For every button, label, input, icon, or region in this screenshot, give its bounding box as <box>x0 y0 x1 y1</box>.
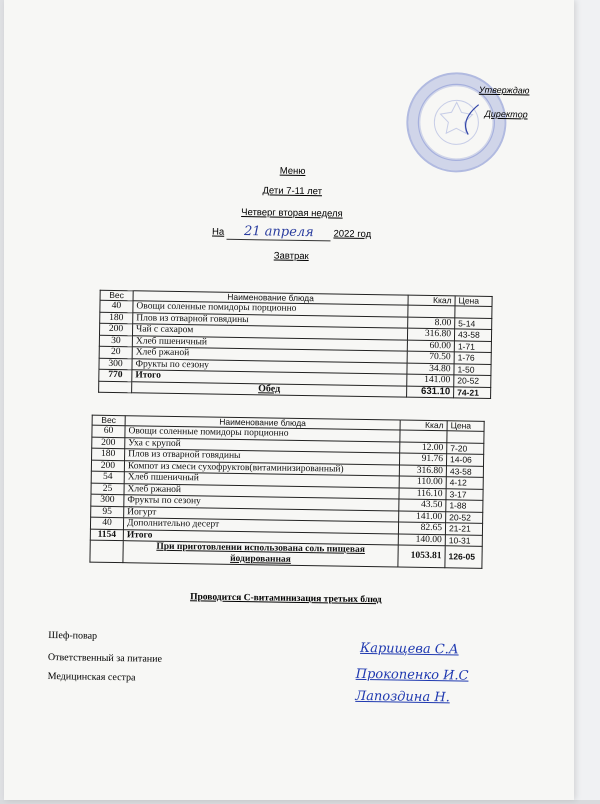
lunch-cell-weight: 300 <box>91 494 124 506</box>
lunch-cell-kcal: 140.00 <box>398 533 445 545</box>
breakfast-cell-weight: 30 <box>99 335 132 347</box>
col-weight: Вес <box>100 290 133 301</box>
lunch-cell-weight: 200 <box>92 437 125 449</box>
day-heading: Четверг вторая неделя <box>241 206 343 220</box>
chef-label: Шеф-повар <box>48 630 98 642</box>
breakfast-total-kcal: 631.10 <box>407 386 454 398</box>
date-handwritten-field <box>227 224 331 242</box>
date-line <box>7 220 577 245</box>
lunch-cell-price: 4-12 <box>446 477 483 489</box>
lunch-cell-price: 20-52 <box>446 511 483 523</box>
col-kcal: Ккал <box>400 420 447 431</box>
lunch-table <box>89 415 484 569</box>
breakfast-total-price: 74-21 <box>454 386 491 398</box>
lunch-cell-price: 14-06 <box>446 454 483 466</box>
lunch-cell-weight: 40 <box>90 517 123 529</box>
lunch-cell-name: Дополнительно десерт <box>123 518 398 534</box>
breakfast-cell-name: Итого <box>132 370 407 386</box>
breakfast-cell-kcal: 60.00 <box>407 340 454 352</box>
lunch-cell-name: Йогурт <box>124 506 399 522</box>
lunch-cell-weight: 54 <box>91 471 124 483</box>
breakfast-cell-weight: 20 <box>99 346 132 358</box>
lunch-cell-name: Фрукты по сезону <box>124 495 399 511</box>
breakfast-cell-name: Плов из отварной говядины <box>133 312 408 328</box>
menu-sheet <box>4 0 574 800</box>
breakfast-cell-name: Хлеб пшеничный <box>132 335 407 351</box>
director-label: Директор <box>484 108 528 120</box>
lunch-cell-kcal: 82.65 <box>398 522 445 534</box>
lunch-cell-name: Компот из смеси сухофруктов(витаминизированный) <box>124 460 399 476</box>
lunch-cell-weight: 25 <box>91 483 124 495</box>
breakfast-cell-name: Хлеб ржаной <box>132 347 407 363</box>
nutrition-label: Ответственный за питание <box>47 652 163 665</box>
breakfast-cell-price: 1-71 <box>454 340 491 352</box>
col-kcal: Ккал <box>408 295 455 306</box>
col-name: Наименование блюда <box>133 291 408 305</box>
lunch-cell-price <box>447 431 484 443</box>
chef-signature: Карищева С.А <box>359 640 459 658</box>
lunch-cell-kcal: 141.00 <box>399 511 446 523</box>
nurse-label: Медицинская сестра <box>47 671 136 684</box>
breakfast-cell-kcal: 8.00 <box>408 317 455 329</box>
lunch-cell-weight: 180 <box>92 448 125 460</box>
col-weight: Вес <box>92 415 125 426</box>
lunch-cell-price: 7-20 <box>447 442 484 454</box>
lunch-total-price: 126-05 <box>445 546 482 569</box>
date-handwritten: 21 апреля <box>243 224 314 241</box>
nutrition-signature: Прокопенко И.С <box>355 666 469 684</box>
salt-note: При приготовлении использована соль пищевая йодированная <box>156 541 365 565</box>
breakfast-cell-kcal <box>408 305 455 317</box>
breakfast-heading: Завтрак <box>273 250 309 263</box>
vitamin-note: Проводится С-витаминизация третьих блюд <box>190 592 382 606</box>
breakfast-cell-name: Фрукты по сезону <box>132 358 407 374</box>
col-price: Цена <box>447 421 484 432</box>
breakfast-cell-name: Чай с сахаром <box>132 324 407 340</box>
lunch-cell-kcal: 91.76 <box>399 453 446 465</box>
lunch-cell-name: Плов из отварной говядины <box>125 449 400 465</box>
lunch-cell-kcal: 316.80 <box>399 465 446 477</box>
breakfast-cell-price: 5-14 <box>455 317 492 329</box>
lunch-cell-price: 21-21 <box>445 523 482 535</box>
breakfast-cell-price: 1-50 <box>454 363 491 375</box>
breakfast-cell-weight: 300 <box>99 358 132 370</box>
lunch-cell-name: Итого <box>123 529 398 545</box>
lunch-cell-name: Хлеб пшеничный <box>124 472 399 488</box>
lunch-cell-kcal: 116.10 <box>399 488 446 500</box>
lunch-cell-name: Уха с крупой <box>125 437 400 453</box>
lunch-cell-kcal: 12.00 <box>400 442 447 454</box>
lunch-cell-kcal: 110.00 <box>399 476 446 488</box>
audience-heading: Дети 7-11 лет <box>262 185 323 198</box>
lunch-cell-price: 10-31 <box>445 534 482 546</box>
lunch-cell-weight: 200 <box>91 460 124 472</box>
date-year: 2022 год <box>333 228 372 241</box>
lunch-cell-weight: 1154 <box>90 529 123 541</box>
lunch-cell-price: 1-88 <box>446 500 483 512</box>
breakfast-cell-price <box>455 306 492 318</box>
breakfast-table <box>98 290 493 399</box>
lunch-cell-name: Овощи соленные помидоры порционно <box>125 426 400 442</box>
approve-label: Утверждаю <box>478 84 530 96</box>
lunch-cell-price: 3-17 <box>446 488 483 500</box>
lunch-cell-kcal <box>400 430 447 442</box>
lunch-cell-price: 43-58 <box>446 465 483 477</box>
nurse-signature: Лапоздина Н. <box>355 688 450 706</box>
date-prefix: На <box>211 226 225 238</box>
breakfast-cell-kcal: 141.00 <box>407 374 454 386</box>
breakfast-cell-weight: 40 <box>100 300 133 312</box>
col-name: Наименование блюда <box>125 416 400 430</box>
lunch-cell-weight: 60 <box>92 425 125 437</box>
lunch-cell-kcal: 43.50 <box>399 499 446 511</box>
breakfast-cell-price: 1-76 <box>454 352 491 364</box>
breakfast-cell-weight: 770 <box>99 369 132 381</box>
col-price: Цена <box>455 296 492 307</box>
breakfast-cell-kcal: 34.80 <box>407 363 454 375</box>
breakfast-cell-kcal: 316.80 <box>407 328 454 340</box>
breakfast-cell-weight: 200 <box>99 323 132 335</box>
breakfast-cell-name: Овощи соленные помидоры порционно <box>133 301 408 317</box>
breakfast-cell-price: 20-52 <box>454 375 491 387</box>
breakfast-cell-kcal: 70.50 <box>407 351 454 363</box>
lunch-cell-name: Хлеб ржаной <box>124 483 399 499</box>
lunch-total-kcal: 1053.81 <box>398 545 445 568</box>
breakfast-cell-weight: 180 <box>100 312 133 324</box>
lunch-heading: Обед <box>258 382 281 395</box>
lunch-cell-weight: 95 <box>91 506 124 518</box>
breakfast-cell-price: 43-58 <box>454 329 491 341</box>
menu-heading: Меню <box>279 165 306 177</box>
